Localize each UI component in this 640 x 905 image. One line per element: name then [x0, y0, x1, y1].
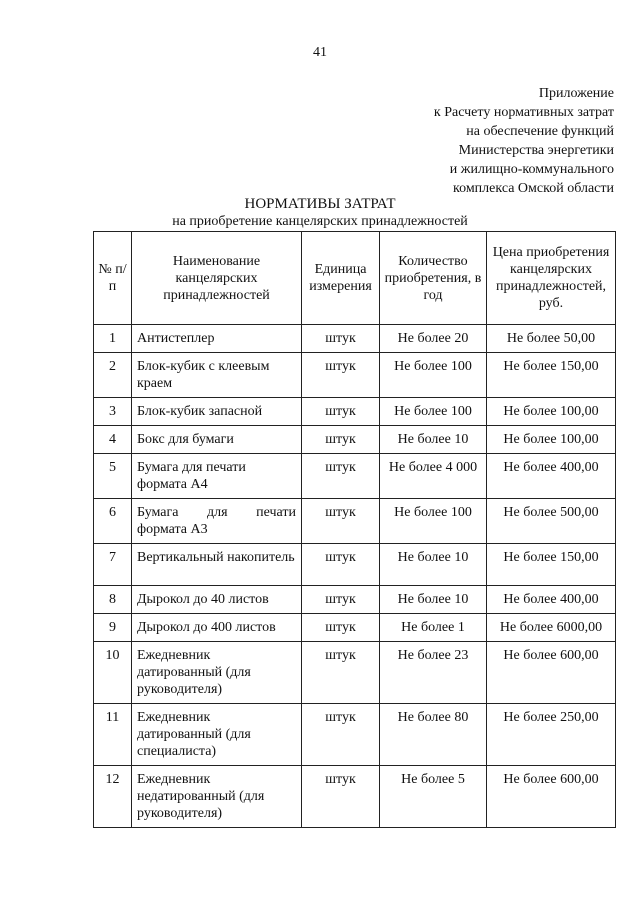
cell-qty: Не более 80	[380, 704, 487, 766]
cell-name: Вертикальный накопитель	[132, 544, 302, 586]
cell-name: Бокс для бумаги	[132, 426, 302, 454]
appendix-caption	[314, 84, 614, 198]
appendix-line: Министерства энергетики	[458, 143, 614, 158]
cell-num: 1	[94, 325, 132, 353]
cell-unit: штук	[302, 704, 380, 766]
header-name: Наименование канцелярских принадлежностей	[132, 232, 302, 325]
table-row	[94, 398, 616, 426]
cell-price: Не более 6000,00	[487, 614, 616, 642]
cell-price: Не более 150,00	[487, 544, 616, 586]
cell-name: Ежедневник недатированный (для руководителя)	[132, 766, 302, 828]
cell-unit: штук	[302, 499, 380, 544]
cell-num: 8	[94, 586, 132, 614]
header-qty: Количество приобретения, в год	[380, 232, 487, 325]
cell-num: 10	[94, 642, 132, 704]
cell-price: Не более 600,00	[487, 642, 616, 704]
header-price: Цена приобретения канцелярских принадлежностей, руб.	[487, 232, 616, 325]
document-subtitle: на приобретение канцелярских принадлежностей	[172, 214, 468, 229]
table-row	[94, 642, 616, 704]
cell-qty: Не более 10	[380, 586, 487, 614]
cell-qty: Не более 1	[380, 614, 487, 642]
cell-price: Не более 400,00	[487, 454, 616, 499]
table-row	[94, 353, 616, 398]
table-row	[94, 704, 616, 766]
cell-unit: штук	[302, 642, 380, 704]
cell-qty: Не более 10	[380, 544, 487, 586]
cell-price: Не более 600,00	[487, 766, 616, 828]
cell-num: 2	[94, 353, 132, 398]
table-row	[94, 586, 616, 614]
appendix-line: комплекса Омской области	[453, 181, 614, 196]
cell-price: Не более 400,00	[487, 586, 616, 614]
cell-price: Не более 150,00	[487, 353, 616, 398]
appendix-line: и жилищно-коммунального	[449, 162, 614, 177]
cell-qty: Не более 5	[380, 766, 487, 828]
cell-qty: Не более 23	[380, 642, 487, 704]
cell-name: Ежедневник датированный (для специалиста)	[132, 704, 302, 766]
table-header-row	[94, 232, 616, 325]
cell-num: 12	[94, 766, 132, 828]
cell-unit: штук	[302, 454, 380, 499]
cell-unit: штук	[302, 766, 380, 828]
cell-qty: Не более 20	[380, 325, 487, 353]
cell-num: 9	[94, 614, 132, 642]
appendix-line: к Расчету нормативных затрат	[433, 105, 614, 120]
cell-unit: штук	[302, 544, 380, 586]
cell-name: Дырокол до 40 листов	[132, 586, 302, 614]
cell-num: 6	[94, 499, 132, 544]
cell-qty: Не более 100	[380, 398, 487, 426]
cell-price: Не более 50,00	[487, 325, 616, 353]
cell-name: Ежедневник датированный (для руководителя)	[132, 642, 302, 704]
cell-num: 3	[94, 398, 132, 426]
cell-name: Блок-кубик запасной	[132, 398, 302, 426]
cell-name: Бумага для печати формата А3	[132, 499, 302, 544]
header-unit: Единица измерения	[302, 232, 380, 325]
cell-unit: штук	[302, 614, 380, 642]
cell-qty: Не более 100	[380, 353, 487, 398]
document-title: НОРМАТИВЫ ЗАТРАТ	[244, 196, 396, 212]
table-row	[94, 426, 616, 454]
cell-num: 4	[94, 426, 132, 454]
cell-num: 7	[94, 544, 132, 586]
cell-qty: Не более 10	[380, 426, 487, 454]
cell-price: Не более 250,00	[487, 704, 616, 766]
cell-unit: штук	[302, 586, 380, 614]
cell-name: Бумага для печати формата А4	[132, 454, 302, 499]
cell-name: Блок-кубик с клеевым краем	[132, 353, 302, 398]
cell-num: 11	[94, 704, 132, 766]
cell-price: Не более 100,00	[487, 426, 616, 454]
cell-unit: штук	[302, 426, 380, 454]
appendix-line: на обеспечение функций	[466, 124, 614, 139]
table-row	[94, 499, 616, 544]
table-row	[94, 454, 616, 499]
cell-unit: штук	[302, 353, 380, 398]
cell-name: Антистеплер	[132, 325, 302, 353]
table-row	[94, 614, 616, 642]
appendix-line: Приложение	[538, 86, 614, 101]
page-number: 41	[313, 45, 327, 60]
cell-name: Дырокол до 400 листов	[132, 614, 302, 642]
table-row	[94, 544, 616, 586]
cell-qty: Не более 100	[380, 499, 487, 544]
cell-num: 5	[94, 454, 132, 499]
cell-unit: штук	[302, 325, 380, 353]
table-row	[94, 766, 616, 828]
cell-qty: Не более 4 000	[380, 454, 487, 499]
cell-price: Не более 100,00	[487, 398, 616, 426]
cell-unit: штук	[302, 398, 380, 426]
norms-table	[93, 231, 616, 828]
header-num: № п/п	[94, 232, 132, 325]
cell-price: Не более 500,00	[487, 499, 616, 544]
table-row	[94, 325, 616, 353]
